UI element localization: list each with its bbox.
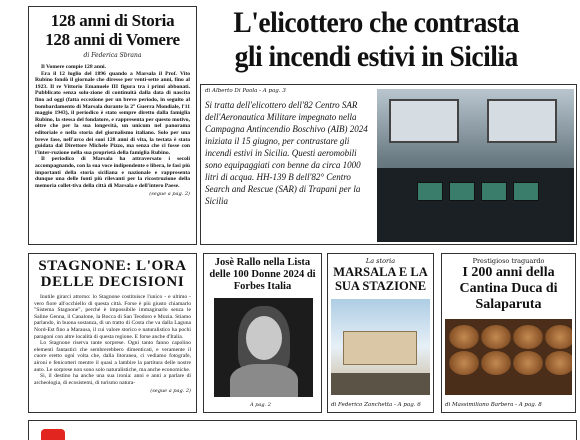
cantina-article[interactable] <box>441 253 576 413</box>
stagnone-paragraph: Lo Stagnone riserva tante sorprese. Ogni tanto fanno capolino elementi fantastici che sembrerebbero dimenticati, e veramente il cuore eretto ogni volta che, dalla litoranea, ci vediamo fotografe, aironi e fenicotteri mentre il quasi a lambire la partitura delle nostre auto. Le sorprese non sono solo naturalistiche, ma anche economiche. <box>34 340 191 373</box>
portrait-body <box>230 364 298 397</box>
cockpit-window <box>389 99 459 143</box>
station-tracks <box>331 373 430 395</box>
station-building <box>343 331 417 365</box>
headline-line1: L'elicottero che contrasta <box>233 6 519 39</box>
storia-paragraph: Era il 12 luglio del 1896 quando a Marsala il Prof. Vito Rubino fondò il giornale che diresse per venti-sette anni, fino al 1923. Il re Vittorio Emanuele III figura tra i primi abbonati. Pubblicato senza solu-zione di continuità dalla data di nascita fino ad oggi (fatta eccezione per un breve periodo, in seguito al bombardamento di Marsala durante la 2° Guerra Mondiale, l'11 maggio 1943), il periodico è stato sempre diretto dalla famiglia Rubino, la stessa del fondatore, e rappresenta per questo motivo, oltre che per la sua longevità, un unicum nel panorama editoriale e nella storia del giornalismo italiano. Solo per una breve fase, nell'arco dei suoi 128 anni di vita, la testata è stata guidata dal Direttore Michele Pizzo, ma senza che ci fosse con l'inter-ruzione nella sua proprietà della famiglia Rubino. <box>35 70 190 156</box>
barrel <box>545 351 572 375</box>
stagnone-title-line2: DELLE DECISIONI <box>40 274 185 290</box>
portrait-face <box>246 316 282 360</box>
station-photo <box>331 299 430 395</box>
cockpit-screen <box>481 182 507 201</box>
storia-body <box>35 64 190 189</box>
rallo-title: Josè Rallo nella Lista delle 100 Donne 2024 di Forbes Italia <box>209 257 316 292</box>
storia-segue: (segue a pag. 2) <box>149 191 190 198</box>
rallo-portrait-photo <box>214 298 313 397</box>
storia-article <box>28 6 197 245</box>
cockpit-screen <box>417 182 443 201</box>
stagnone-paragraph: Inutile girarci attorno: lo Stagnone costituisce l'unico - e ultimo - vero fiore all'occhiello di questa città. Forse è più giusto chiamarlo "Sistema Stagnone", perché è impossibile immaginarlo senza le Saline Genna, il Canalone, la Bocca di San Teodoro e Mozia. Stiamo parlando, in buona sostanza, di un tratto di Costa che va dalla Laguna Nord-Est fino a Marausa, il cui valore storico e naturalistico ha pochi paragoni con altre località di questa regione. E forse anche d'Italia. <box>34 294 191 340</box>
barrel <box>545 325 572 349</box>
cockpit-window <box>487 99 557 143</box>
marsala-title: MARSALA E LA SUA STAZIONE <box>333 265 428 293</box>
marsala-kicker: La storia <box>365 257 396 265</box>
stagnone-paragraph: Sì, il destino ha anche una sua ironia: anni e anni a parlare di archeologia, di ecosistemi, di turismo natura- <box>34 373 191 386</box>
cantina-title: I 200 anni della Cantina Duca di Salaparuta <box>459 265 558 312</box>
storia-title-line2: 128 anni di Vomere <box>45 30 180 49</box>
cockpit-screen <box>449 182 475 201</box>
cantina-byline: di Massimiliano Barbera - A pag. 8 <box>445 402 542 408</box>
bottom-article <box>28 420 577 440</box>
rallo-page-ref: A pag. 2 <box>250 402 271 408</box>
stagnone-segue: (segue a pag. 2) <box>150 388 191 395</box>
barrel <box>481 351 511 375</box>
helicopter-cockpit-photo <box>377 89 574 242</box>
storia-paragraph: Il Vomere compie 128 anni. <box>41 64 107 70</box>
elicottero-article[interactable] <box>200 84 577 245</box>
barrels-photo <box>445 319 572 395</box>
stagnone-title-line1: STAGNONE: L'ORA <box>38 258 187 274</box>
cockpit-screen <box>513 182 539 201</box>
elicottero-text: Si tratta dell'elicottero dell'82 Centro SAR dell'Aeronautica Militare impegnato nella Campagna Antincendio Boschivo (AIB) 2024 iniziata il 15 giugno, per contrastare gli incendi estivi in Sicilia. Questi aeromobili sono equipaggiati con benne da circa 1000 litri di acqua. HH-139 B dell'82° Centro Search and Rescue (SAR) di Trapani per la Sicilia <box>205 100 368 206</box>
main-headline[interactable] <box>206 6 546 74</box>
cockpit-panel <box>377 168 574 242</box>
storia-paragraph: Il periodico di Marsala ha attraversato i secoli accompagnando, con la sua voce indipendente e libera, le fasi più importanti della storia siciliana e nazionale e rappresenta dunque una delle fonti più rilevanti per la ricostruzione della memoria collet-tiva della città di Marsala e dell'intero Paese. <box>35 156 190 189</box>
marsala-article[interactable] <box>327 253 434 413</box>
barrel <box>513 325 543 349</box>
barrel <box>449 325 479 349</box>
storia-byline: di Federica Sbrana <box>83 52 142 59</box>
barrel <box>481 325 511 349</box>
barrel <box>449 351 479 375</box>
red-logo-icon <box>41 429 65 440</box>
stagnone-article[interactable] <box>28 253 197 413</box>
storia-title-line1: 128 anni di Storia <box>50 11 175 30</box>
marsala-byline: di Federico Zanchetta - A pag. 6 <box>331 402 421 408</box>
elicottero-byline: di Alberto Di Paola - A pag. 3 <box>205 88 286 94</box>
rallo-article[interactable] <box>203 253 322 413</box>
barrel <box>513 351 543 375</box>
headline-line2: gli incendi estivi in Sicilia <box>234 40 518 73</box>
cantina-kicker: Prestigioso traguardo <box>472 257 545 265</box>
stagnone-body <box>34 294 191 386</box>
